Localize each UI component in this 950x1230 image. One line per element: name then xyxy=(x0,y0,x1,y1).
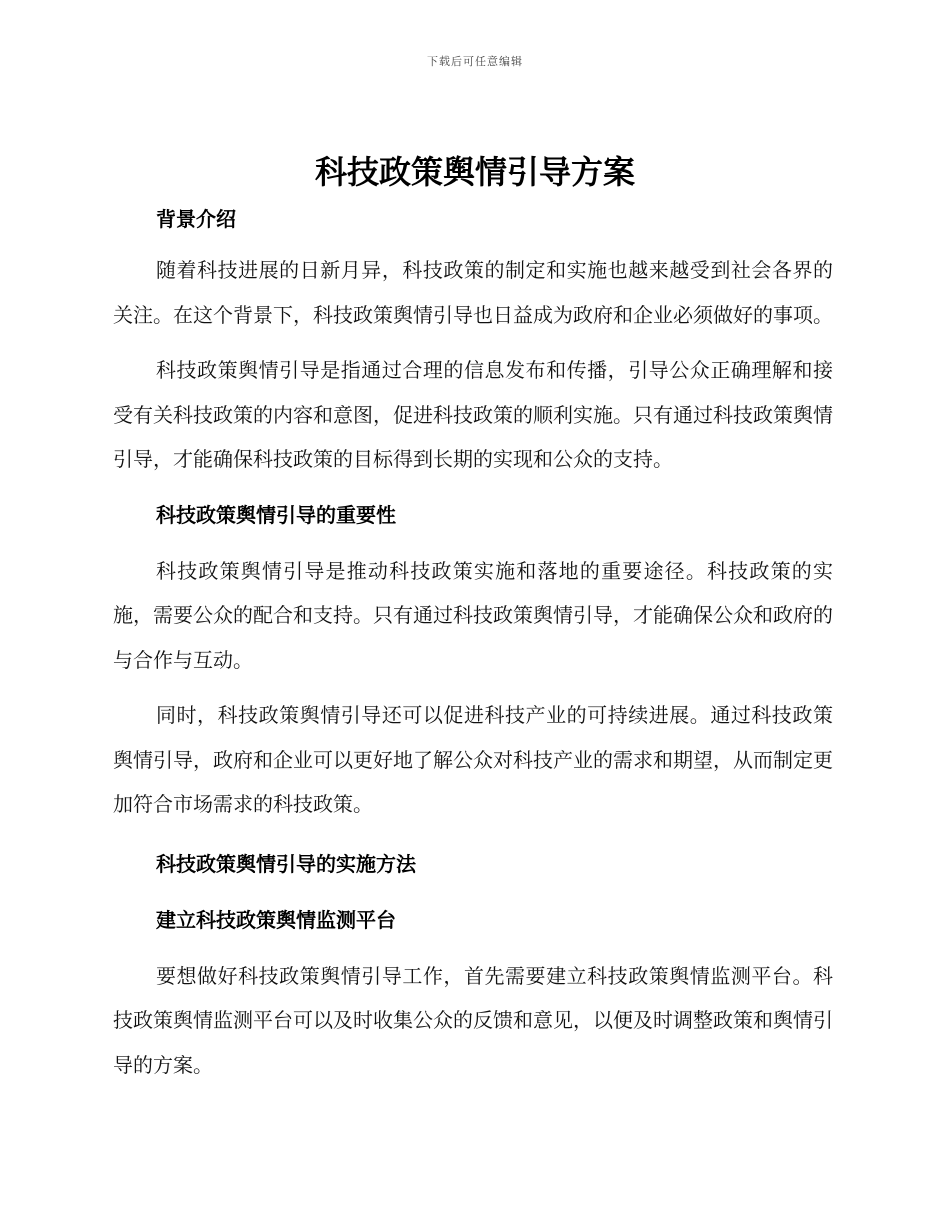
paragraph: 科技政策舆情引导是推动科技政策实施和落地的重要途径。科技政策的实施，需要公众的配合和支持。只有通过科技政策舆情引导，才能确保公众和政府的与合作与互动。 xyxy=(113,558,833,672)
section-heading-monitoring-platform: 建立科技政策舆情监测平台 xyxy=(156,907,396,932)
section-heading-background: 背景介绍 xyxy=(156,207,236,231)
paragraph: 同时，科技政策舆情引导还可以促进科技产业的可持续进展。通过科技政策舆情引导，政府和企业可以更好地了解公众对科技产业的需求和期望，从而制定更加符合市场需求的科技政策。 xyxy=(113,703,833,816)
document-title: 科技政策舆情引导方案 xyxy=(314,153,635,191)
paragraph: 科技政策舆情引导是指通过合理的信息发布和传播，引导公众正确理解和接受有关科技政策的内容和意图，促进科技政策的顺利实施。只有通过科技政策舆情引导，才能确保科技政策的目标得到长期的实现和公众的支持。 xyxy=(113,358,833,471)
document-body xyxy=(113,204,833,1087)
section-heading-importance: 科技政策舆情引导的重要性 xyxy=(156,502,396,527)
section-heading-methods: 科技政策舆情引导的实施方法 xyxy=(156,851,416,876)
header-note: 下载后可任意编辑 xyxy=(427,55,523,68)
paragraph: 随着科技进展的日新月异，科技政策的制定和实施也越来越受到社会各界的关注。在这个背景下，科技政策舆情引导也日益成为政府和企业必须做好的事项。 xyxy=(113,258,833,327)
paragraph: 要想做好科技政策舆情引导工作，首先需要建立科技政策舆情监测平台。科技政策舆情监测平台可以及时收集公众的反馈和意见，以便及时调整政策和舆情引导的方案。 xyxy=(113,963,833,1077)
